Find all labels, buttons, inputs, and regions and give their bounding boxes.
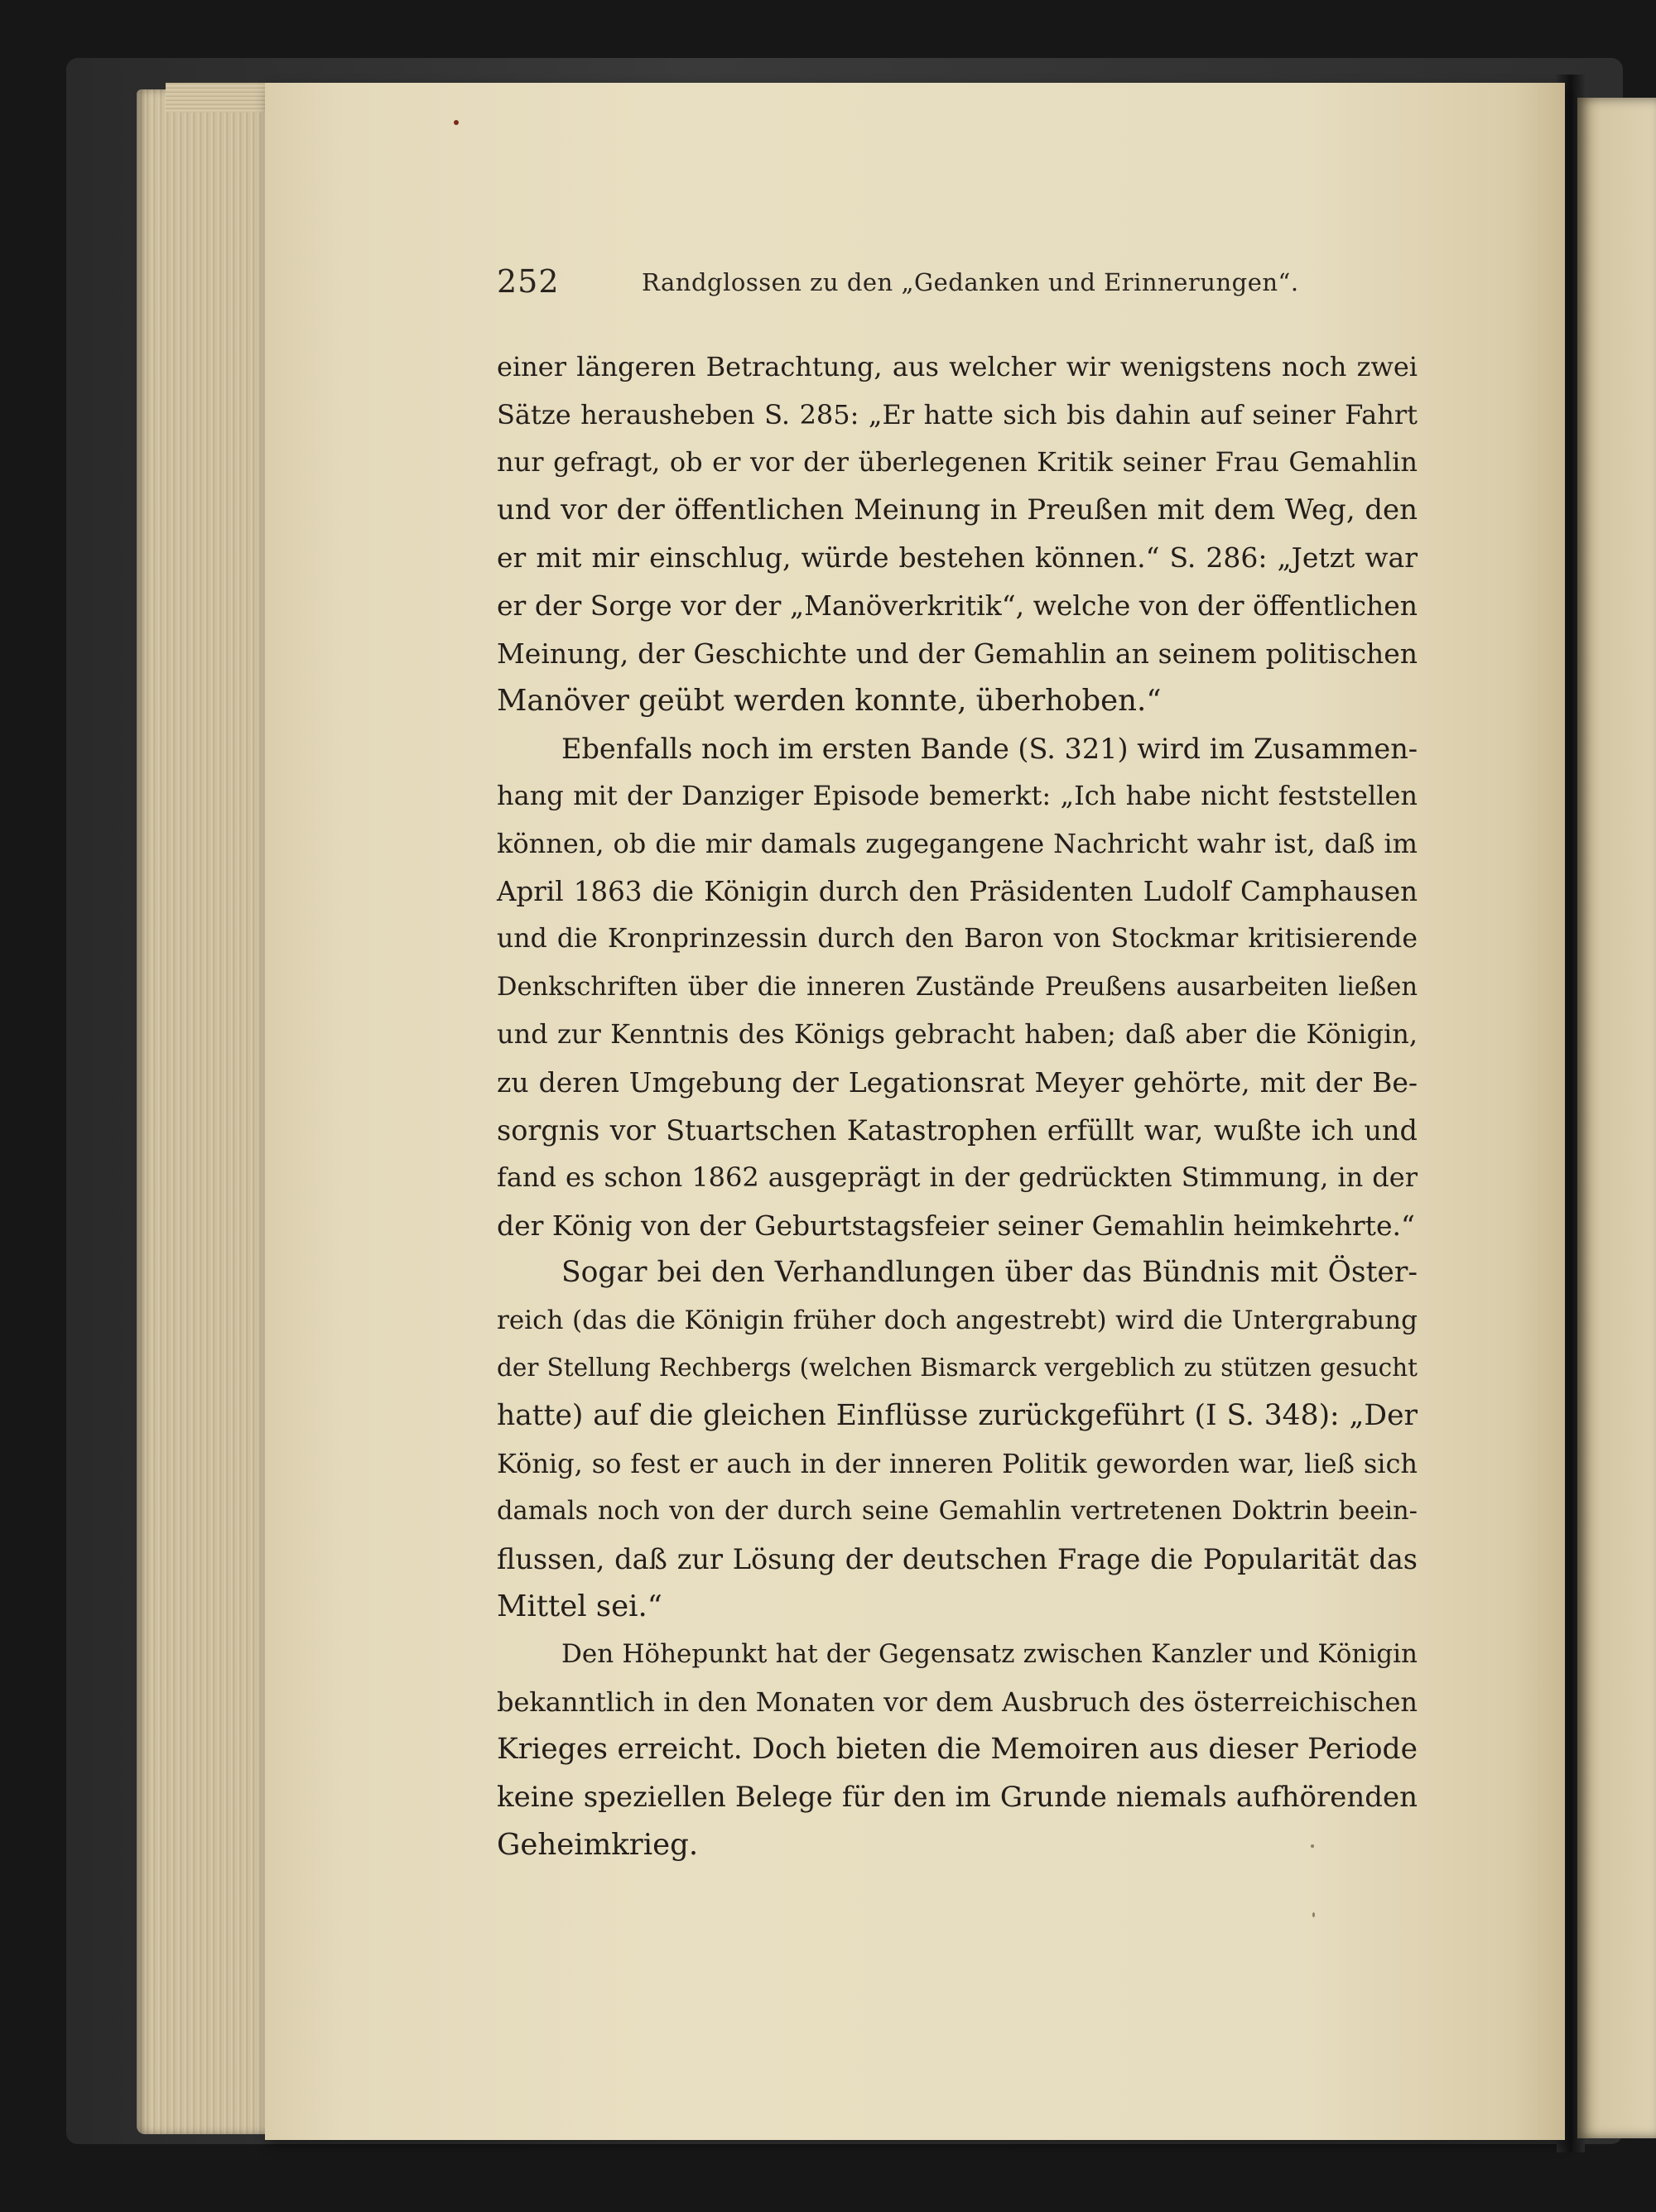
- text-line: und vor der öffentlichen Meinung in Preußen mit dem Weg, den: [497, 493, 1418, 527]
- text-line: Ebenfalls noch im ersten Bande (S. 321) wird im Zusammen-: [561, 732, 1418, 765]
- text-line: Meinung, der Geschichte und der Gemahlin an seinem politischen: [497, 637, 1418, 670]
- text-line: der König von der Geburtstagsfeier seiner Gemahlin heimkehrte.“: [497, 1209, 1415, 1242]
- text-line: Den Höhepunkt hat der Gegensatz zwischen Kanzler und Königin: [561, 1639, 1418, 1670]
- text-line: Manöver geübt werden konnte, überhoben.“: [497, 684, 1162, 719]
- text-line: Denkschriften über die inneren Zustände Preußens ausarbeiten ließen: [497, 972, 1418, 1002]
- text-line: Sätze herausheben S. 285: „Er hatte sich bis dahin auf seiner Fahrt: [497, 398, 1418, 430]
- page-header: [497, 263, 1416, 305]
- text-line: Mittel sei.“: [497, 1589, 662, 1624]
- page-edges-top: [166, 83, 282, 113]
- text-line: Geheimkrieg.: [497, 1828, 699, 1863]
- paper-speck: [1312, 1912, 1315, 1917]
- text-line: der Stellung Rechbergs (welchen Bismarck vergeblich zu stützen gesucht: [497, 1354, 1418, 1382]
- text-line: zu deren Umgebung der Legationsrat Meyer gehörte, mit der Be-: [497, 1065, 1418, 1099]
- text-line: König, so fest er auch in der inneren Politik geworden war, ließ sich: [497, 1447, 1418, 1479]
- text-line: flussen, daß zur Lösung der deutschen Frage die Popularität das: [497, 1542, 1418, 1575]
- text-line: sorgnis vor Stuartschen Katastrophen erfüllt war, wußte ich und: [497, 1113, 1418, 1147]
- text-line: hang mit der Danziger Episode bemerkt: „Ich habe nicht feststellen: [497, 780, 1418, 812]
- text-line: damals noch von der durch seine Gemahlin vertretenen Doktrin beein-: [497, 1497, 1418, 1527]
- text-line: können, ob die mir damals zugegangene Nachricht wahr ist, daß im: [497, 827, 1418, 859]
- text-line: er mit mir einschlug, würde bestehen können.“ S. 286: „Jetzt war: [497, 541, 1418, 575]
- text-line: bekanntlich in den Monaten vor dem Ausbruch des österreichischen: [497, 1685, 1418, 1718]
- text-line: und die Kronprinzessin durch den Baron von Stockmar kritisierende: [497, 924, 1418, 955]
- page-number: 252: [497, 263, 560, 300]
- text-line: fand es schon 1862 ausgeprägt in der gedrückten Stimmung, in der: [497, 1161, 1418, 1194]
- text-line: April 1863 die Königin durch den Präsidenten Ludolf Camphausen: [497, 875, 1418, 907]
- text-line: hatte) auf die gleichen Einflüsse zurückgeführt (I S. 348): „Der: [497, 1399, 1418, 1433]
- running-head: Randglossen zu den „Gedanken und Erinnerungen“.: [642, 268, 1299, 296]
- ink-mark: [454, 120, 459, 125]
- text-line: Krieges erreicht. Doch bieten die Memoiren aus dieser Periode: [497, 1733, 1418, 1767]
- page-edges: [137, 89, 282, 2134]
- text-line: er der Sorge vor der „Manöverkritik“, welche von der öffentlichen: [497, 589, 1418, 622]
- text-line: nur gefragt, ob er vor der überlegenen Kritik seiner Frau Gemahlin: [497, 446, 1418, 478]
- text-line: Sogar bei den Verhandlungen über das Bündnis mit Öster-: [561, 1256, 1418, 1290]
- next-page-edge: [1577, 98, 1656, 2138]
- text-line: keine speziellen Belege für den im Grunde niemals aufhörenden: [497, 1780, 1418, 1814]
- text-line: einer längeren Betrachtung, aus welcher wir wenigstens noch zwei: [497, 351, 1418, 382]
- body-text: [497, 344, 1418, 1869]
- text-line: und zur Kenntnis des Königs gebracht haben; daß aber die Königin,: [497, 1018, 1418, 1051]
- text-line: reich (das die Königin früher doch angestrebt) wird die Untergrabung: [497, 1305, 1418, 1335]
